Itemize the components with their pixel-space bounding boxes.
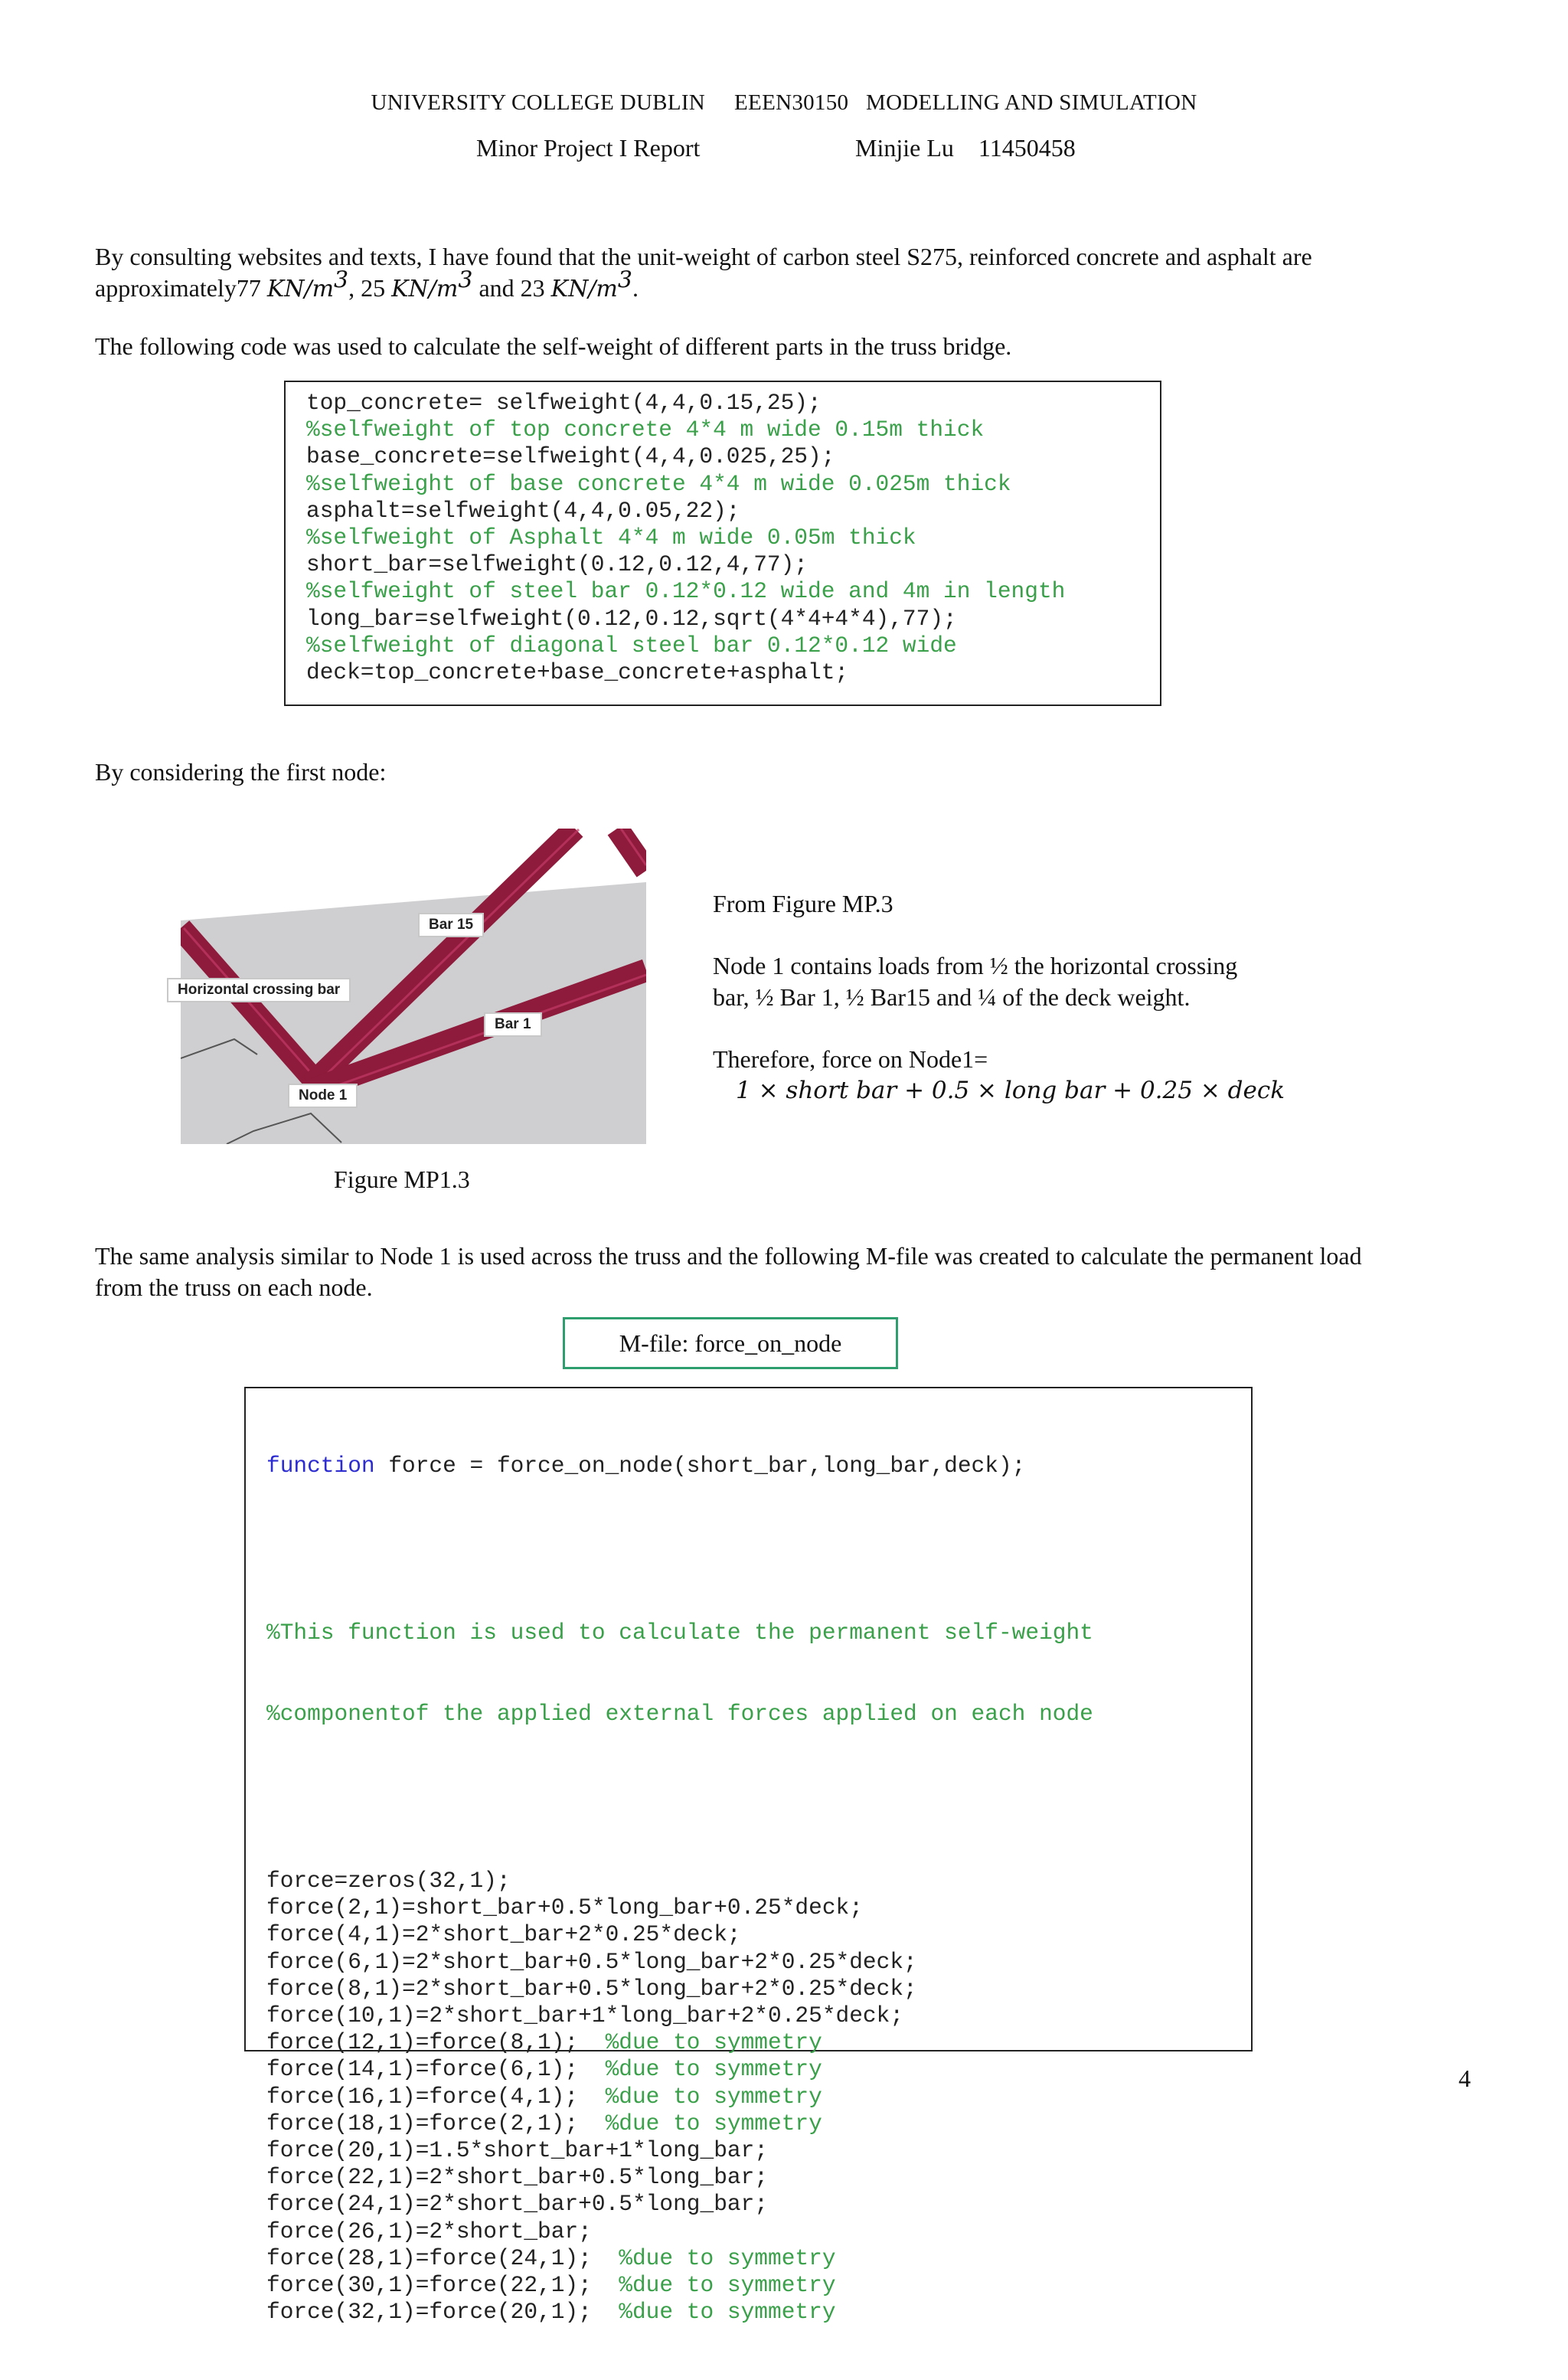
code-line: [266, 1895, 1093, 1921]
code-statement: force(28,1)=force(24,1);: [266, 2244, 619, 2271]
code-line: [266, 2029, 1093, 2056]
code-comment-line: %selfweight of Asphalt 4*4 m wide 0.05m thick: [306, 525, 916, 551]
analysis-line-2: from the truss on each node.: [95, 1273, 373, 1301]
code-statement: force(24,1)=2*short_bar+0.5*long_bar;: [266, 2191, 769, 2218]
code-line: [266, 2164, 1093, 2191]
code-statement: force(16,1)=force(4,1);: [266, 2083, 606, 2110]
code-statement: force=zeros(32,1);: [266, 1868, 511, 1895]
side-text: [713, 888, 1478, 1107]
code-statement: force(8,1)=2*short_bar+0.5*long_bar+2*0.25*deck;: [266, 1975, 917, 2002]
code-comment: %due to symmetry: [605, 2056, 822, 2083]
figure-node1: [178, 829, 646, 1144]
code-line: [266, 2245, 1093, 2272]
header-course: EEEN30150 MODELLING AND SIMULATION: [734, 90, 1197, 115]
side-contains-1: Node 1 contains loads from ½ the horizontal crossing: [713, 952, 1238, 979]
code-line: [266, 1868, 1093, 1895]
label-bar-15: Bar 15: [418, 913, 484, 937]
code-comment: %due to symmetry: [619, 2244, 836, 2271]
code1-lines: [306, 390, 1065, 686]
intro-paragraph: [95, 241, 1473, 305]
code-line: [266, 2110, 1093, 2137]
unit-exp-2: 3: [458, 266, 473, 294]
intro-line-2: [95, 266, 1473, 305]
label-node-1: Node 1: [288, 1084, 358, 1108]
code-comment: %due to symmetry: [619, 2299, 836, 2326]
code-line: deck=top_concrete+base_concrete+asphalt;: [306, 659, 849, 686]
code-line: long_bar=selfweight(0.12,0.12,sqrt(4*4+4*4),77);: [306, 605, 957, 632]
code-line: [266, 1949, 1093, 1976]
label-horizontal-crossing-bar: Horizontal crossing bar: [167, 978, 351, 1002]
code-line: [266, 2084, 1093, 2110]
intro-line-1: By consulting websites and texts, I have found that the unit-weight of carbon steel S275, reinforced concrete and asphalt are: [95, 243, 1312, 270]
code-statement: force(10,1)=2*short_bar+1*long_bar+2*0.25*deck;: [266, 2002, 904, 2029]
code-comment-line: %selfweight of base concrete 4*4 m wide 0.025m thick: [306, 470, 1011, 497]
code-comment: %due to symmetry: [605, 2110, 822, 2136]
code-comment-line: %selfweight of steel bar 0.12*0.12 wide and 4m in length: [306, 578, 1066, 605]
intro-sep-2: and 23: [472, 274, 551, 302]
mfile-label: M-file: force_on_node: [563, 1317, 898, 1369]
code-line: [266, 2272, 1093, 2299]
intro-end: .: [632, 274, 639, 302]
code-statement: force(2,1)=short_bar+0.5*long_bar+0.25*deck;: [266, 1895, 863, 1921]
code-block-force-on-node: [244, 1387, 1253, 2326]
code-line: top_concrete= selfweight(4,4,0.15,25);: [306, 390, 822, 416]
side-from: From Figure MP.3: [713, 890, 893, 917]
code-block-selfweight: [284, 381, 1161, 706]
figure-caption: Figure MP1.3: [334, 1165, 470, 1193]
code2-lines: [266, 1868, 1093, 2326]
code-line: [266, 1976, 1093, 2002]
code-comment-line: %selfweight of top concrete 4*4 m wide 0.15m thick: [306, 417, 985, 443]
unit-exp-1: 3: [334, 266, 349, 294]
code2-function-line: [266, 1453, 1093, 1479]
code-line: [266, 2002, 1093, 2029]
header-report: Minor Project I Report: [476, 134, 701, 162]
code2-comment-1: %This function is used to calculate the permanent self-weight: [266, 1620, 1093, 1646]
code-intro-text: The following code was used to calculate the self-weight of different parts in the truss bridge.: [95, 332, 1012, 360]
code-comment: %due to symmetry: [605, 2029, 822, 2056]
code2-content: [266, 1399, 1093, 2380]
keyword-function: function: [266, 1453, 375, 1479]
code2-comment-2: %componentof the applied external forces applied on each node: [266, 1701, 1093, 1728]
code-statement: force(26,1)=2*short_bar;: [266, 2218, 592, 2244]
code-line: asphalt=selfweight(4,4,0.05,22);: [306, 497, 740, 524]
unit-asphalt: KN/m: [550, 276, 618, 302]
function-signature: force = force_on_node(short_bar,long_bar,deck);: [374, 1453, 1026, 1479]
code-statement: force(22,1)=2*short_bar+0.5*long_bar;: [266, 2164, 769, 2191]
code-comment-line: %selfweight of diagonal steel bar 0.12*0.12 wide: [306, 632, 957, 659]
code-comment: %due to symmetry: [619, 2272, 836, 2299]
analysis-line-1: The same analysis similar to Node 1 is used across the truss and the following M-file was created to calculate the permanent load: [95, 1242, 1362, 1270]
side-formula: 1 × short bar + 0.5 × long bar + 0.25 × deck: [736, 1077, 1285, 1104]
code-line: [266, 2191, 1093, 2218]
code-line: [266, 2218, 1093, 2245]
code-statement: force(18,1)=force(2,1);: [266, 2110, 606, 2136]
page-header-course: [0, 90, 1568, 116]
intro-sep-1: , 25: [348, 274, 392, 302]
code-statement: force(14,1)=force(6,1);: [266, 2056, 606, 2083]
code-line: [266, 1921, 1093, 1948]
code-statement: force(32,1)=force(20,1);: [266, 2299, 619, 2326]
unit-steel: KN/m: [266, 276, 335, 302]
header-author: Minjie Lu 11450458: [855, 134, 1076, 162]
node-intro-text: By considering the first node:: [95, 758, 387, 786]
header-institution: UNIVERSITY COLLEGE DUBLIN: [371, 90, 706, 115]
side-contains-2: bar, ½ Bar 1, ½ Bar15 and ¼ of the deck weight.: [713, 983, 1191, 1011]
code-statement: force(20,1)=1.5*short_bar+1*long_bar;: [266, 2137, 769, 2164]
code-line: [266, 2056, 1093, 2083]
label-bar-1: Bar 1: [484, 1012, 542, 1037]
code-statement: force(12,1)=force(8,1);: [266, 2029, 606, 2056]
side-therefore: Therefore, force on Node1=: [713, 1045, 988, 1073]
code-statement: force(30,1)=force(22,1);: [266, 2272, 619, 2299]
unit-exp-3: 3: [617, 266, 632, 294]
code-line: short_bar=selfweight(0.12,0.12,4,77);: [306, 551, 808, 578]
unit-concrete: KN/m: [391, 276, 459, 302]
page-number: 4: [1459, 2065, 1471, 2092]
code-line: [266, 2299, 1093, 2326]
code-line: [266, 2137, 1093, 2164]
code-comment: %due to symmetry: [605, 2083, 822, 2110]
analysis-paragraph: [95, 1241, 1496, 1303]
code-statement: force(6,1)=2*short_bar+0.5*long_bar+2*0.25*deck;: [266, 1948, 917, 1975]
code-line: base_concrete=selfweight(4,4,0.025,25);: [306, 443, 835, 470]
code-statement: force(4,1)=2*short_bar+2*0.25*deck;: [266, 1921, 741, 1948]
intro-approx: approximately77: [95, 274, 267, 302]
